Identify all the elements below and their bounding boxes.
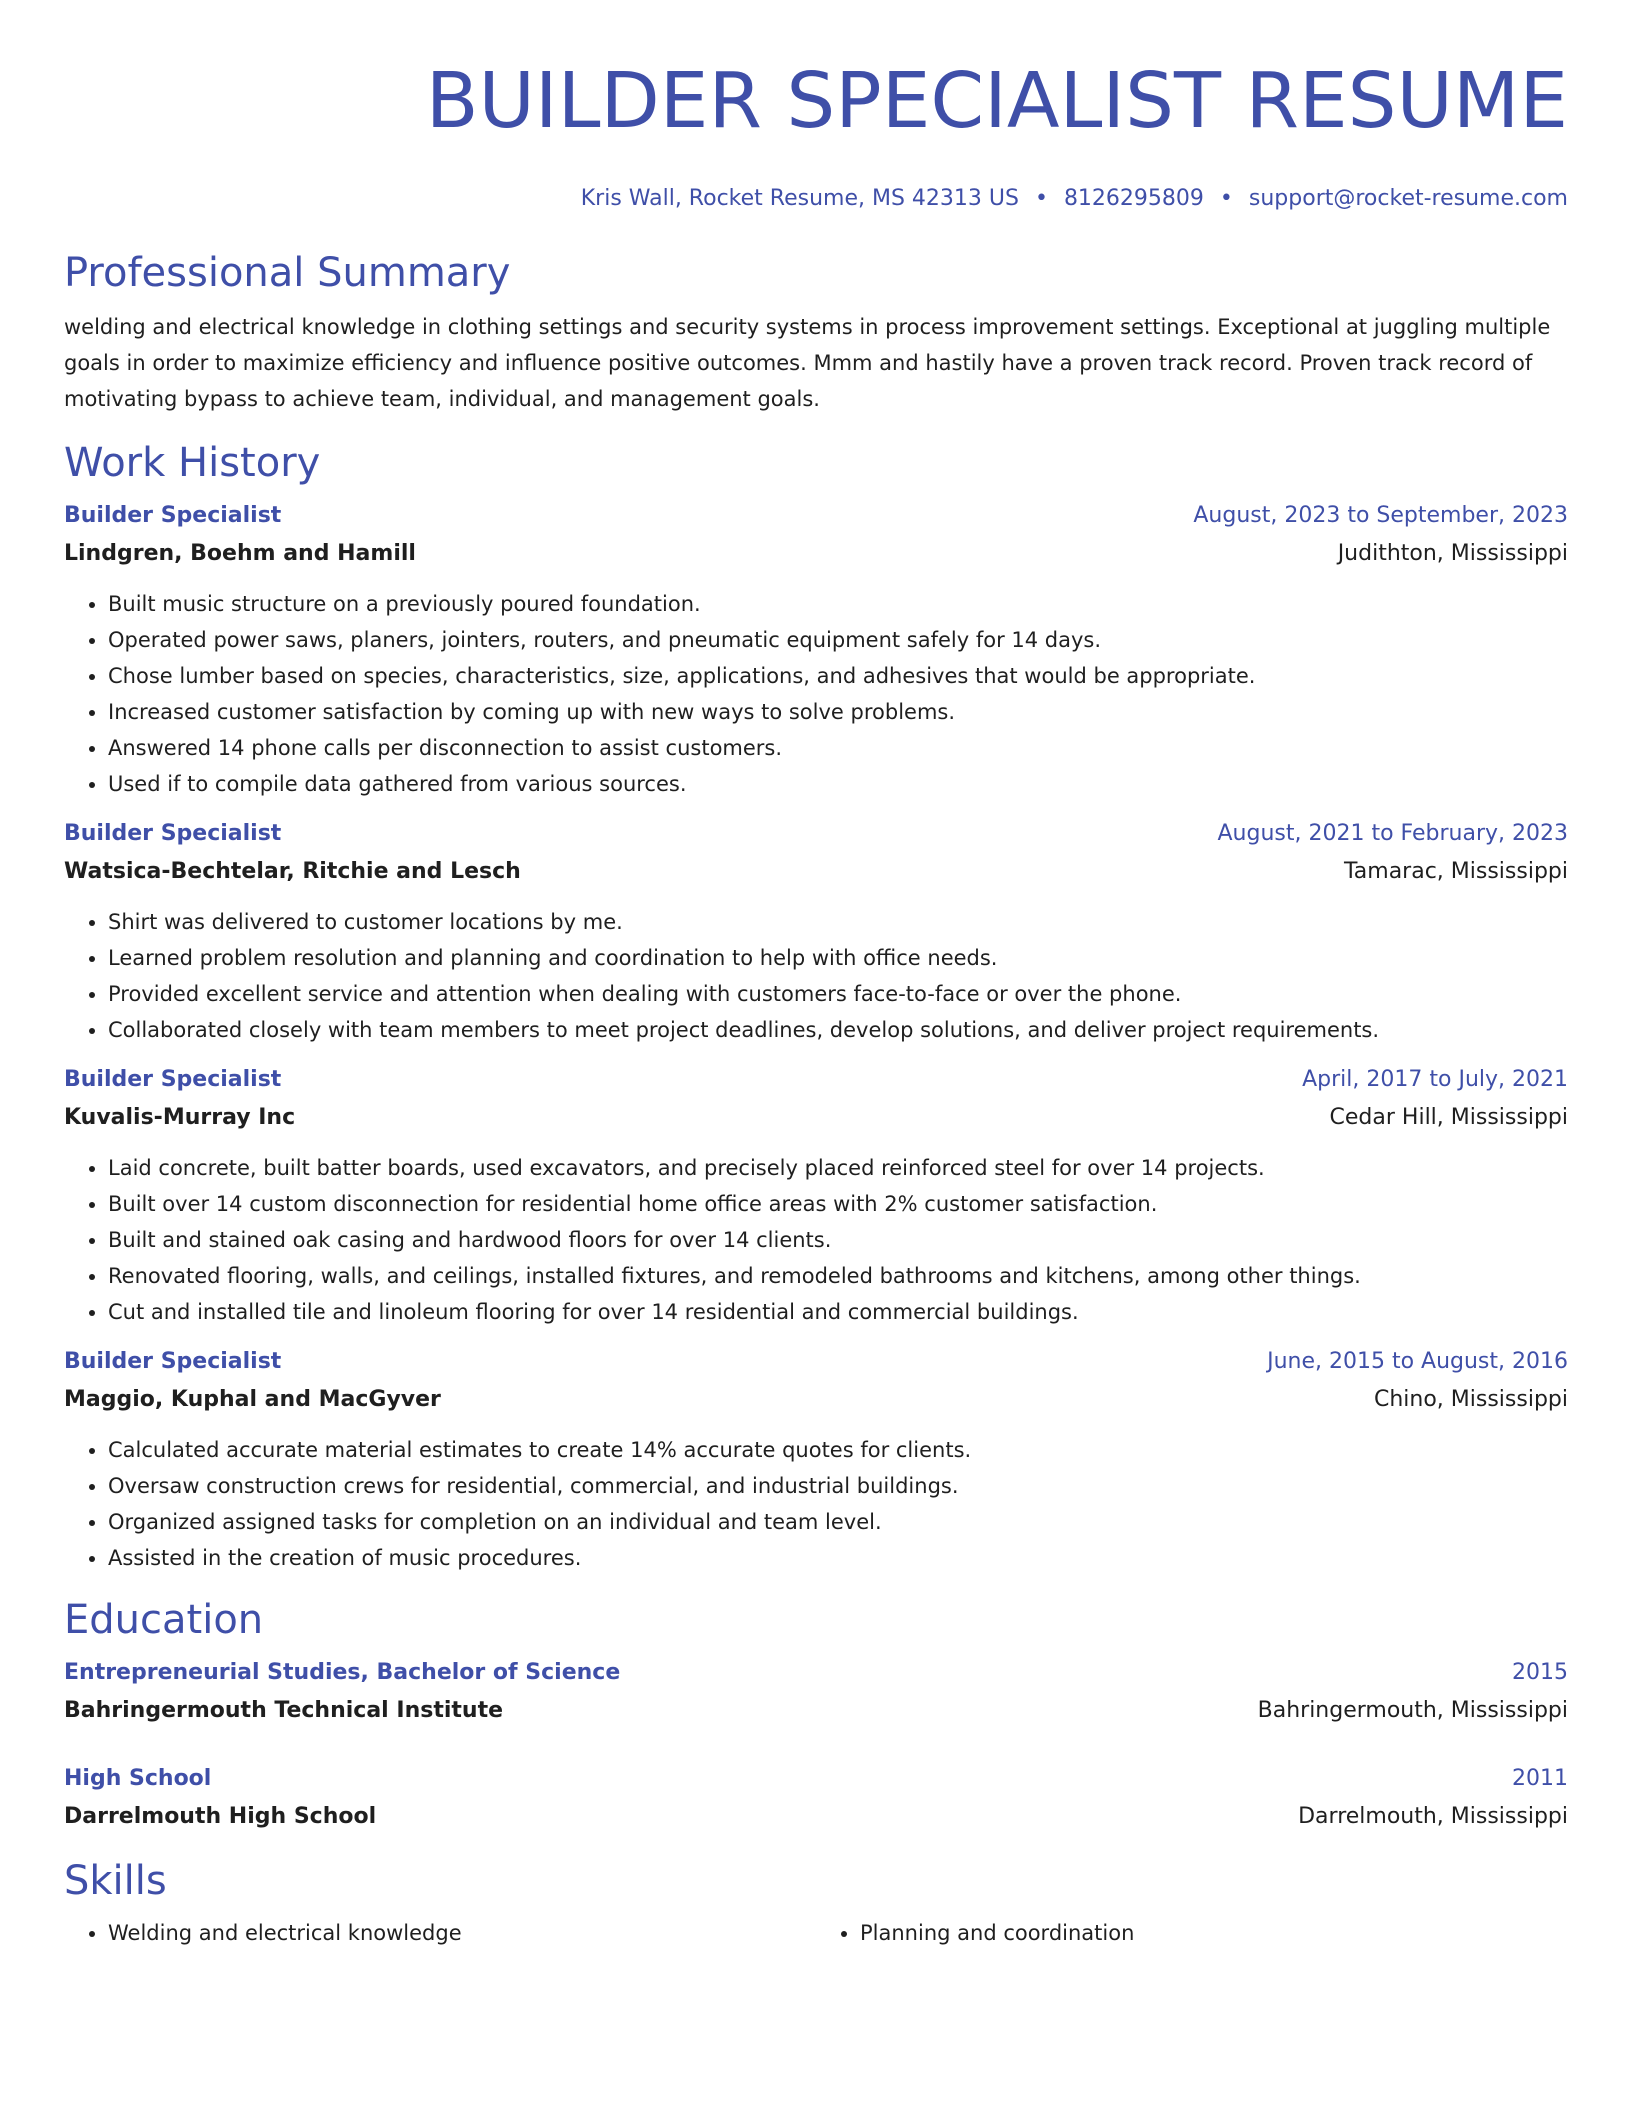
job-bullets bbox=[64, 904, 1568, 1048]
job-bullet: • Built music structure on a previously poured foundation. bbox=[108, 586, 1568, 622]
job-dates: August, 2023 to September, 2023 bbox=[1193, 503, 1568, 528]
skill-item: • Welding and electrical knowledge bbox=[108, 1915, 816, 1951]
skills-heading: Skills bbox=[64, 1858, 167, 1904]
education-entry bbox=[64, 1761, 1568, 1837]
job-bullet: • Increased customer satisfaction by coming up with new ways to solve problems. bbox=[108, 694, 1568, 730]
job-dates: April, 2017 to July, 2021 bbox=[1302, 1067, 1568, 1092]
job-bullet: • Built over 14 custom disconnection for residential home office areas with 2% customer satisfaction. bbox=[108, 1186, 1568, 1222]
job-bullet: • Laid concrete, built batter boards, used excavators, and precisely placed reinforced steel for over 14 projects. bbox=[108, 1150, 1568, 1186]
job-bullet: • Assisted in the creation of music procedures. bbox=[108, 1540, 1568, 1576]
job-location: Cedar Hill, Mississippi bbox=[1329, 1105, 1568, 1130]
job-bullets bbox=[64, 1432, 1568, 1576]
education-year: 2015 bbox=[1512, 1660, 1568, 1685]
job-company: Maggio, Kuphal and MacGyver bbox=[64, 1387, 441, 1412]
job-dates: June, 2015 to August, 2016 bbox=[1267, 1349, 1568, 1374]
job-bullet: • Oversaw construction crews for residential, commercial, and industrial buildings. bbox=[108, 1468, 1568, 1504]
job-company: Kuvalis-Murray Inc bbox=[64, 1105, 296, 1130]
skills-list bbox=[64, 1915, 1568, 1951]
job-bullet: • Calculated accurate material estimates to create 14% accurate quotes for clients. bbox=[108, 1432, 1568, 1468]
page-title: BUILDER SPECIALIST RESUME bbox=[425, 57, 1568, 146]
contact-separator: • bbox=[1034, 186, 1048, 211]
job-bullet: • Collaborated closely with team members to meet project deadlines, develop solutions, and deliver project requirements. bbox=[108, 1012, 1568, 1048]
education-degree: High School bbox=[64, 1766, 212, 1791]
job-bullet: • Used if to compile data gathered from various sources. bbox=[108, 766, 1568, 802]
job-bullet: • Provided excellent service and attention when dealing with customers face-to-face or over the phone. bbox=[108, 976, 1568, 1012]
summary-text: welding and electrical knowledge in clothing settings and security systems in process improvement settings. Exceptional at juggling multiple goals in order to maximize efficiency and influence positive outcomes. Mmm and hastily have a proven track record. Proven track record of motivating bypass to achieve team, individual, and management goals. bbox=[64, 315, 1551, 411]
work-history-heading: Work History bbox=[64, 440, 321, 486]
education-school: Darrelmouth High School bbox=[64, 1804, 377, 1829]
education-degree: Entrepreneurial Studies, Bachelor of Science bbox=[64, 1660, 621, 1685]
job-location: Judithton, Mississippi bbox=[1337, 541, 1568, 566]
job-entry bbox=[64, 816, 1568, 1048]
job-bullet: • Chose lumber based on species, characteristics, size, applications, and adhesives that would be appropriate. bbox=[108, 658, 1568, 694]
job-bullet: • Organized assigned tasks for completion on an individual and team level. bbox=[108, 1504, 1568, 1540]
contact-line bbox=[64, 184, 1568, 214]
job-title: Builder Specialist bbox=[64, 821, 282, 846]
job-bullet: • Learned problem resolution and planning and coordination to help with office needs. bbox=[108, 940, 1568, 976]
education-location: Darrelmouth, Mississippi bbox=[1298, 1804, 1568, 1829]
job-title: Builder Specialist bbox=[64, 503, 282, 528]
job-company: Watsica-Bechtelar, Ritchie and Lesch bbox=[64, 859, 521, 884]
education-year: 2011 bbox=[1512, 1766, 1568, 1791]
job-bullet: • Built and stained oak casing and hardwood floors for over 14 clients. bbox=[108, 1222, 1568, 1258]
job-bullet: • Renovated flooring, walls, and ceilings, installed fixtures, and remodeled bathrooms and kitchens, among other things. bbox=[108, 1258, 1568, 1294]
job-bullet: • Answered 14 phone calls per disconnection to assist customers. bbox=[108, 730, 1568, 766]
skill-item: • Planning and coordination bbox=[860, 1915, 1568, 1951]
job-bullet: • Cut and installed tile and linoleum flooring for over 14 residential and commercial buildings. bbox=[108, 1294, 1568, 1330]
contact-address: Kris Wall, Rocket Resume, MS 42313 US bbox=[580, 186, 1019, 211]
contact-email[interactable]: support@rocket-resume.com bbox=[1248, 186, 1568, 211]
job-dates: August, 2021 to February, 2023 bbox=[1217, 821, 1568, 846]
job-location: Tamarac, Mississippi bbox=[1343, 859, 1568, 884]
job-bullet: • Operated power saws, planers, jointers, routers, and pneumatic equipment safely for 14 days. bbox=[108, 622, 1568, 658]
education-school: Bahringermouth Technical Institute bbox=[64, 1698, 504, 1723]
contact-separator: • bbox=[1219, 186, 1233, 211]
job-location: Chino, Mississippi bbox=[1373, 1387, 1568, 1412]
skills-column-right bbox=[816, 1915, 1568, 1951]
job-bullets bbox=[64, 1150, 1568, 1330]
job-bullets bbox=[64, 586, 1568, 802]
education-entry bbox=[64, 1655, 1568, 1731]
job-entry bbox=[64, 1062, 1568, 1330]
education-location: Bahringermouth, Mississippi bbox=[1257, 1698, 1568, 1723]
job-company: Lindgren, Boehm and Hamill bbox=[64, 541, 416, 566]
job-title: Builder Specialist bbox=[64, 1067, 282, 1092]
skills-column-left bbox=[64, 1915, 816, 1951]
job-entry bbox=[64, 498, 1568, 802]
job-entry bbox=[64, 1344, 1568, 1576]
contact-phone: 8126295809 bbox=[1063, 186, 1204, 211]
education-heading: Education bbox=[64, 1597, 264, 1643]
job-bullet: • Shirt was delivered to customer locations by me. bbox=[108, 904, 1568, 940]
job-title: Builder Specialist bbox=[64, 1349, 282, 1374]
summary-heading: Professional Summary bbox=[64, 250, 511, 296]
